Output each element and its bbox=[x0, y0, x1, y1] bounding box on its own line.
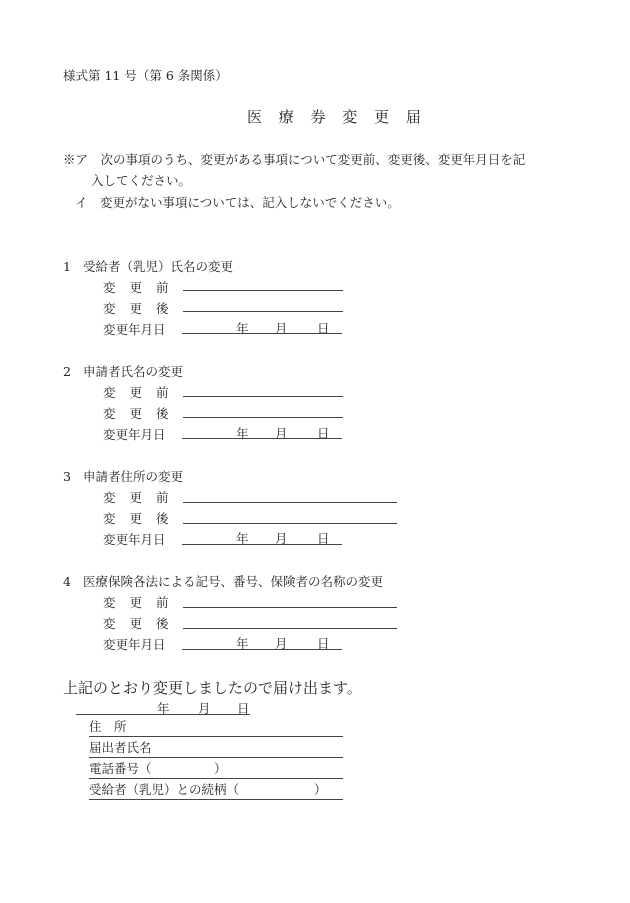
closing-statement: 上記のとおり変更しましたので届け出ます。 bbox=[63, 679, 362, 697]
section-heading bbox=[63, 362, 183, 380]
instruction-a-line2: 入してください。 bbox=[91, 173, 192, 188]
section-heading bbox=[63, 467, 183, 485]
before-input-line[interactable] bbox=[183, 396, 343, 397]
year-label: 年 bbox=[236, 531, 249, 546]
year-label: 年 bbox=[236, 636, 249, 651]
change-date-input-line[interactable] bbox=[182, 544, 342, 545]
section-title: 受給者（乳児）氏名の変更 bbox=[83, 259, 234, 274]
day-label: 日 bbox=[317, 321, 330, 336]
relationship-label: 受給者（乳児）との続柄（ ） bbox=[89, 782, 327, 797]
form-number: 様式第 11 号（第 6 条関係） bbox=[63, 68, 228, 83]
change-date-label: 変更年月日 bbox=[103, 637, 166, 652]
section-number: 1 bbox=[63, 259, 71, 274]
month-label: 月 bbox=[275, 636, 288, 651]
section-number: 4 bbox=[63, 574, 71, 589]
change-date-input-line[interactable] bbox=[182, 649, 342, 650]
section-heading bbox=[63, 257, 233, 275]
after-label: 変更後 bbox=[103, 616, 183, 631]
before-label: 変更前 bbox=[103, 595, 183, 610]
section-title: 医療保険各法による記号、番号、保険者の名称の変更 bbox=[83, 574, 384, 589]
address-field[interactable] bbox=[89, 718, 343, 737]
change-date-label: 変更年月日 bbox=[103, 532, 166, 547]
before-label: 変更前 bbox=[103, 280, 183, 295]
before-input-line[interactable] bbox=[183, 502, 397, 503]
after-label: 変更後 bbox=[103, 511, 183, 526]
before-label: 変更前 bbox=[103, 490, 183, 505]
phone-number-field[interactable] bbox=[89, 760, 343, 779]
change-date-label: 変更年月日 bbox=[103, 427, 166, 442]
applicant-name-field[interactable] bbox=[89, 739, 343, 758]
section-title: 申請者住所の変更 bbox=[83, 469, 184, 484]
instruction-a-line1: ※ア 次の事項のうち、変更がある事項について変更前、変更後、変更年月日を記 bbox=[63, 152, 526, 167]
day-label: 日 bbox=[317, 636, 330, 651]
month-label: 月 bbox=[198, 701, 211, 716]
month-label: 月 bbox=[275, 426, 288, 441]
after-input-line[interactable] bbox=[183, 628, 397, 629]
month-label: 月 bbox=[275, 321, 288, 336]
day-label: 日 bbox=[237, 701, 250, 716]
page-title: 医 療 券 変 更 届 bbox=[247, 108, 427, 126]
address-label: 住 所 bbox=[89, 719, 127, 734]
section-number: 2 bbox=[63, 364, 71, 379]
change-date-input-line[interactable] bbox=[182, 438, 342, 439]
day-label: 日 bbox=[317, 531, 330, 546]
applicant-name-label: 届出者氏名 bbox=[89, 740, 152, 755]
instruction-b: イ 変更がない事項については、記入しないでください。 bbox=[75, 195, 400, 210]
year-label: 年 bbox=[157, 701, 170, 716]
relationship-field[interactable] bbox=[89, 781, 343, 800]
after-label: 変更後 bbox=[103, 301, 183, 316]
change-date-label: 変更年月日 bbox=[103, 322, 166, 337]
year-label: 年 bbox=[236, 426, 249, 441]
after-input-line[interactable] bbox=[183, 417, 343, 418]
after-input-line[interactable] bbox=[183, 523, 397, 524]
phone-number-label: 電話番号（ ） bbox=[89, 761, 227, 776]
change-date-input-line[interactable] bbox=[182, 333, 342, 334]
submission-date-input-line[interactable] bbox=[76, 714, 250, 715]
day-label: 日 bbox=[317, 426, 330, 441]
section-title: 申請者氏名の変更 bbox=[83, 364, 184, 379]
after-label: 変更後 bbox=[103, 406, 183, 421]
before-label: 変更前 bbox=[103, 385, 183, 400]
after-input-line[interactable] bbox=[183, 311, 343, 312]
section-heading bbox=[63, 572, 383, 590]
before-input-line[interactable] bbox=[183, 290, 343, 291]
before-input-line[interactable] bbox=[183, 607, 397, 608]
month-label: 月 bbox=[275, 531, 288, 546]
section-number: 3 bbox=[63, 469, 71, 484]
year-label: 年 bbox=[236, 321, 249, 336]
